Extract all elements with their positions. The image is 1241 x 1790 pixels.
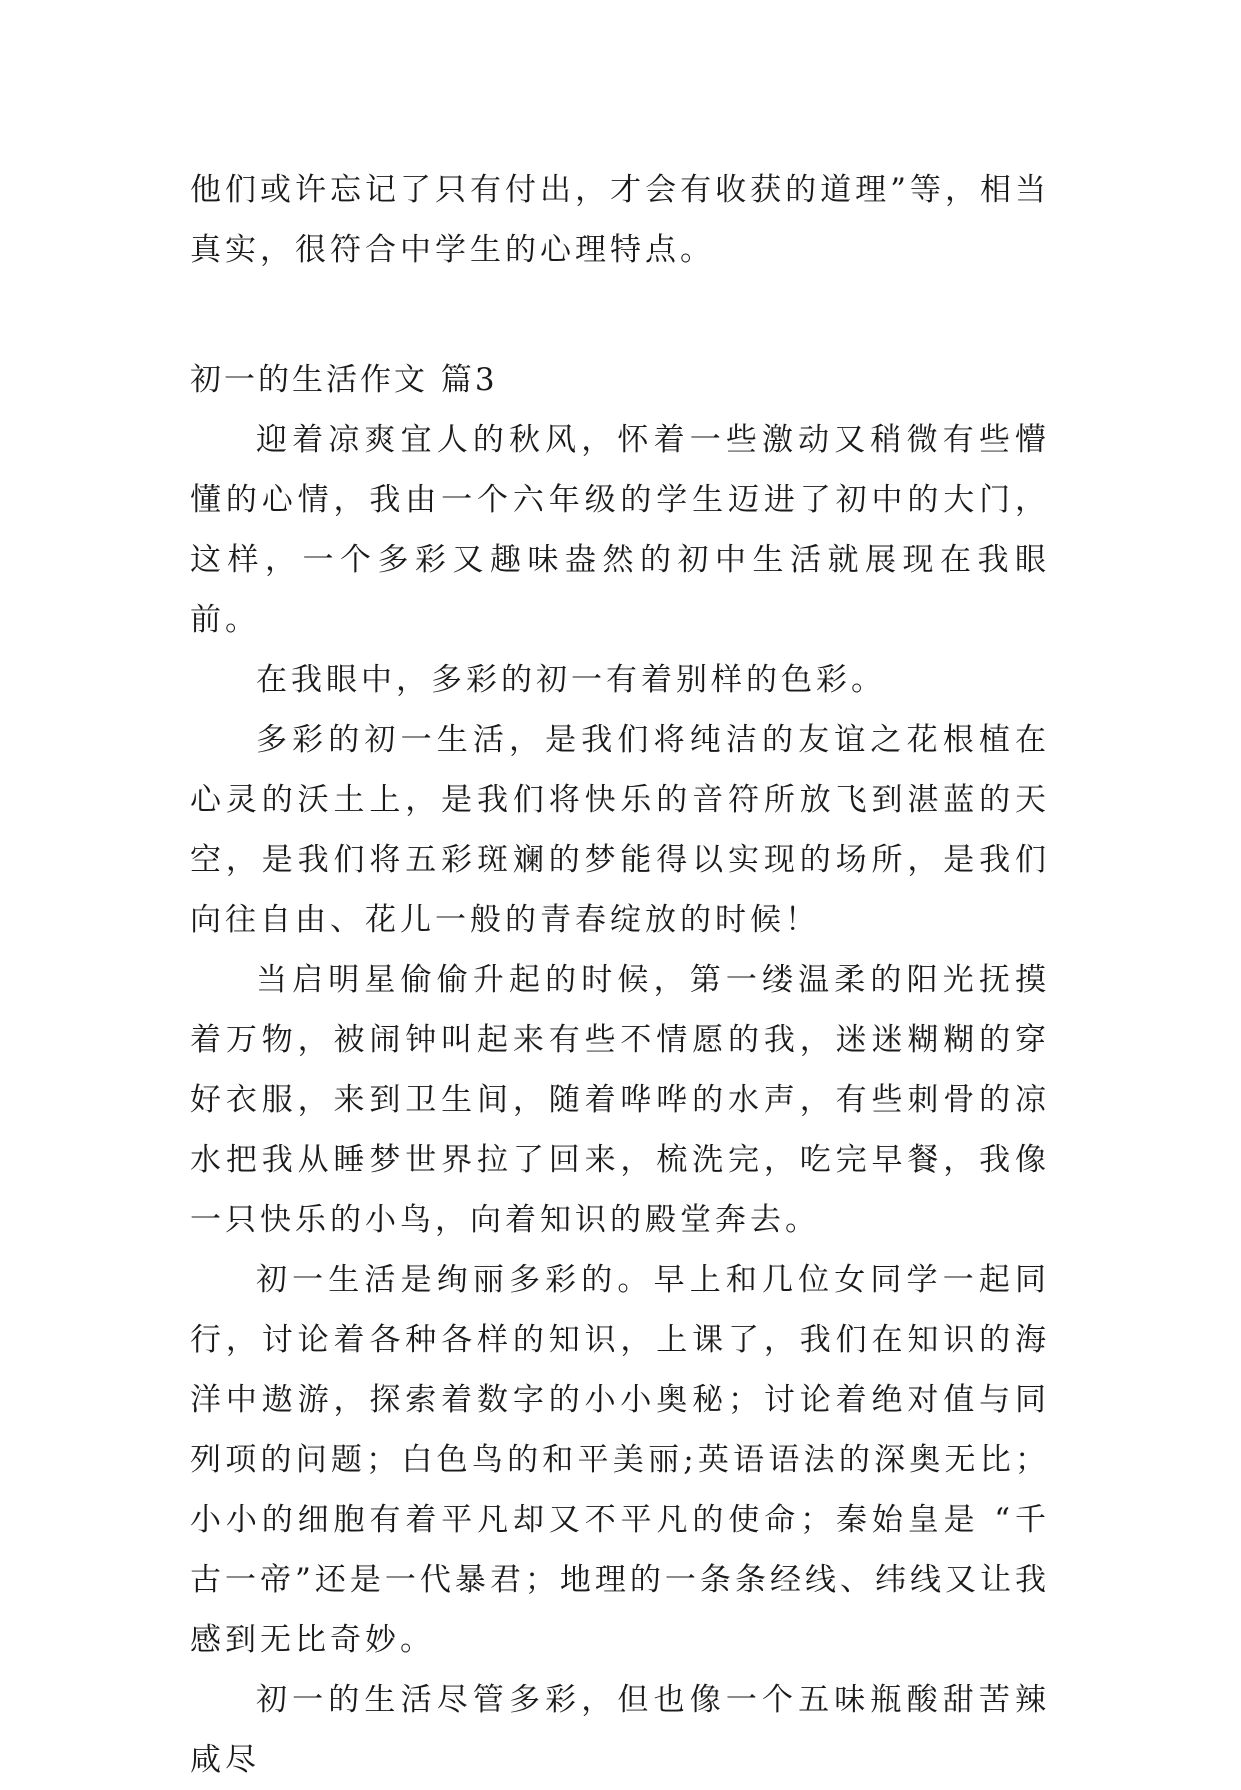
paragraph-5: 初一生活是绚丽多彩的。早上和几位女同学一起同行，讨论着各种各样的知识，上课了，我们在知识的海洋中遨游，探索着数字的小小奥秘；讨论着绝对值与同列项的问题；白色鸟的和平美丽;英语语法的深奥无比；小小的细胞有着平凡却又不平凡的使命；秦始皇是 “千古一帝”还是一代暴君；地理的一条条经线、纬线又让我感到无比奇妙。 [190, 1262, 1050, 1658]
paragraph-1: 迎着凉爽宜人的秋风，怀着一些激动又稍微有些懵懂的心情，我由一个六年级的学生迈进了初中的大门，这样，一个多彩又趣味盎然的初中生活就展现在我眼前。 [190, 422, 1050, 638]
continuation-paragraph: 他们或许忘记了只有付出，才会有收获的道理”等，相当真实，很符合中学生的心理特点。 [190, 172, 1050, 268]
paragraph-4: 当启明星偷偷升起的时候，第一缕温柔的阳光抚摸着万物，被闹钟叫起来有些不情愿的我，迷迷糊糊的穿好衣服，来到卫生间，随着哗哗的水声，有些刺骨的凉水把我从睡梦世界拉了回来，梳洗完，吃完早餐，我像一只快乐的小鸟，向着知识的殿堂奔去。 [190, 962, 1050, 1238]
section-title: 初一的生活作文 篇3 [190, 362, 498, 398]
paragraph-2: 在我眼中，多彩的初一有着别样的色彩。 [256, 662, 886, 698]
document-body [190, 160, 1050, 1790]
paragraph-6: 初一的生活尽管多彩，但也像一个五味瓶酸甜苦辣咸尽 [190, 1682, 1050, 1778]
paragraph-3: 多彩的初一生活，是我们将纯洁的友谊之花根植在心灵的沃土上，是我们将快乐的音符所放飞到湛蓝的天空，是我们将五彩斑斓的梦能得以实现的场所，是我们向往自由、花儿一般的青春绽放的时候！ [190, 722, 1050, 938]
